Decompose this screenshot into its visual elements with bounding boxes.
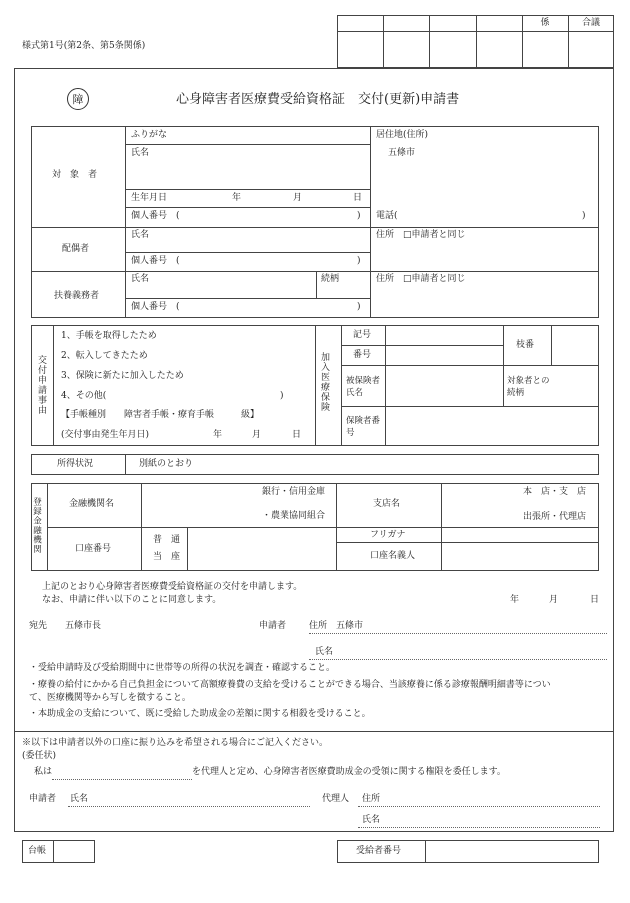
reason-handbook-type: 【手帳種別 障害者手帳・療育手帳 級】 xyxy=(61,410,260,420)
disability-badge: 障 xyxy=(67,88,89,110)
account-number-label: 口座番号 xyxy=(75,544,112,554)
addressee: 宛先 五條市長 xyxy=(29,621,102,631)
delegation-applicant-name: 氏名 xyxy=(70,794,89,804)
delegation-agent-label: 代理人 xyxy=(322,794,350,804)
reason-item-1: 1、手帳を取得したため xyxy=(61,331,157,341)
recipient-number-label: 受給者番号 xyxy=(356,846,402,856)
declaration-month: 月 xyxy=(549,595,559,605)
subject-furigana-label: ふりがな xyxy=(131,130,168,140)
spouse-my-number-close: ) xyxy=(357,256,361,266)
ledger-label: 台帳 xyxy=(28,846,47,856)
consent-3: ・本助成金の支給について、既に受給した助成金の差額に関する相殺を受けること。 xyxy=(29,709,371,719)
reason-year-label: 年 xyxy=(213,430,223,440)
branch-type-line2: 出張所・代理店 xyxy=(523,512,587,522)
delegation-title: (委任状) xyxy=(22,751,57,761)
declaration-year: 年 xyxy=(510,595,520,605)
spouse-address-label: 住所 □申請者と同じ xyxy=(376,230,466,240)
subject-my-number-close: ) xyxy=(357,211,361,221)
delegation-agent-address: 住所 xyxy=(362,794,381,804)
insurance-section-label: 加入医療保険 xyxy=(319,352,329,412)
insurance-number-label: 番号 xyxy=(353,350,372,360)
account-type-touza: 当 座 xyxy=(153,552,181,562)
consent-1: ・受給申請時及び受給期間中に世帯等の所得の状況を調査・確認すること。 xyxy=(29,663,336,673)
income-value: 別紙のとおり xyxy=(139,459,194,469)
form-number: 様式第1号(第2条、第5条関係) xyxy=(22,41,146,51)
supporter-section-label: 扶養義務者 xyxy=(54,291,100,301)
subject-my-number-label: 個人番号 ( xyxy=(131,211,180,221)
consent-2-cont: て、医療機関等から写しを徴すること。 xyxy=(29,693,191,703)
reason-item-2: 2、転入してきたため xyxy=(61,351,148,361)
declaration-day: 日 xyxy=(590,595,600,605)
delegation-statement: を代理人と定め、心身障害者医療費助成金の受領に関する権限を委任します。 xyxy=(192,767,506,777)
declaration-applicant-address: 住所 五條市 xyxy=(309,621,364,631)
approval-kakari-label: 係 xyxy=(540,18,550,28)
form-title: 心身障害者医療費受給資格証 交付(更新)申請書 xyxy=(176,92,460,107)
spouse-name-label: 氏名 xyxy=(131,230,150,240)
reason-occurrence-date-label: (交付事由発生年月日) xyxy=(61,430,150,440)
subject-section-label: 対 象 者 xyxy=(52,170,98,180)
subject-address-label: 居住地(住所) xyxy=(376,130,429,140)
person-table xyxy=(31,126,599,318)
bank-institution-label: 金融機関名 xyxy=(69,499,115,509)
income-label: 所得状況 xyxy=(57,459,94,469)
bank-branch-label: 支店名 xyxy=(373,499,401,509)
subject-phone-close: ) xyxy=(582,211,586,221)
branch-type-line1: 本 店・支 店 xyxy=(523,487,587,497)
birth-day-label: 日 xyxy=(353,193,363,203)
consent-2: ・療養の給付にかかる自己負担金について高額療養費の支給を受けることができる場合、当該療養に係る診療報酬明細書等につい xyxy=(29,680,551,690)
approval-gougi-label: 合議 xyxy=(581,18,600,28)
birth-month-label: 月 xyxy=(293,193,303,203)
subject-phone-label: 電話( xyxy=(376,211,398,221)
bank-type-line2: ・農業協同組合 xyxy=(262,511,326,521)
reason-item-4-close: ) xyxy=(280,391,284,401)
birth-year-label: 年 xyxy=(232,193,242,203)
account-type-futsu: 普 通 xyxy=(153,535,181,545)
reason-day-label: 日 xyxy=(292,430,302,440)
account-furigana-label: フリガナ xyxy=(370,530,406,540)
supporter-name-label: 氏名 xyxy=(131,274,150,284)
supporter-my-number-label: 個人番号 ( xyxy=(131,302,180,312)
bank-type-line1: 銀行・信用金庫 xyxy=(262,487,326,497)
reason-section-label: 交付申請事由 xyxy=(36,355,46,415)
subject-birthdate-label: 生年月日 xyxy=(131,193,168,203)
declaration-line-2: なお、申請に伴い以下のことに同意します。 xyxy=(42,595,222,605)
declaration-applicant-name: 氏名 xyxy=(315,647,334,657)
supporter-my-number-close: ) xyxy=(357,302,361,312)
delegation-agent-name: 氏名 xyxy=(362,815,381,825)
spouse-section-label: 配偶者 xyxy=(62,244,90,254)
account-holder-label: 口座名義人 xyxy=(370,551,416,561)
reason-month-label: 月 xyxy=(252,430,262,440)
relation-to-subject-label: 対象者との続柄 xyxy=(507,376,550,398)
supporter-address-label: 住所 □申請者と同じ xyxy=(376,274,466,284)
insurer-number-label: 保険者番号 xyxy=(346,416,381,438)
declaration-line-1: 上記のとおり心身障害者医療費受給資格証の交付を申請します。 xyxy=(42,582,303,592)
subject-address-value: 五條市 xyxy=(388,148,416,158)
subject-name-label: 氏名 xyxy=(131,148,150,158)
declaration-applicant-label: 申請者 xyxy=(259,621,287,631)
insurance-branch-label: 枝番 xyxy=(516,340,535,350)
delegation-i-am: 私は xyxy=(34,767,53,777)
reason-item-4: 4、その他( xyxy=(61,391,107,401)
spouse-my-number-label: 個人番号 ( xyxy=(131,256,180,266)
bank-section-label: 登録金融機関 xyxy=(31,497,42,554)
insured-name-label: 被保険者氏名 xyxy=(346,376,381,398)
income-row xyxy=(31,454,599,475)
supporter-relation-label: 続柄 xyxy=(321,274,340,284)
insurance-symbol-label: 記号 xyxy=(353,330,372,340)
delegation-applicant-label: 申請者 xyxy=(29,794,57,804)
delegation-note: ※以下は申請者以外の口座に振り込みを希望される場合にご記入ください。 xyxy=(22,738,329,748)
reason-item-3: 3、保険に新たに加入したため xyxy=(61,371,184,381)
